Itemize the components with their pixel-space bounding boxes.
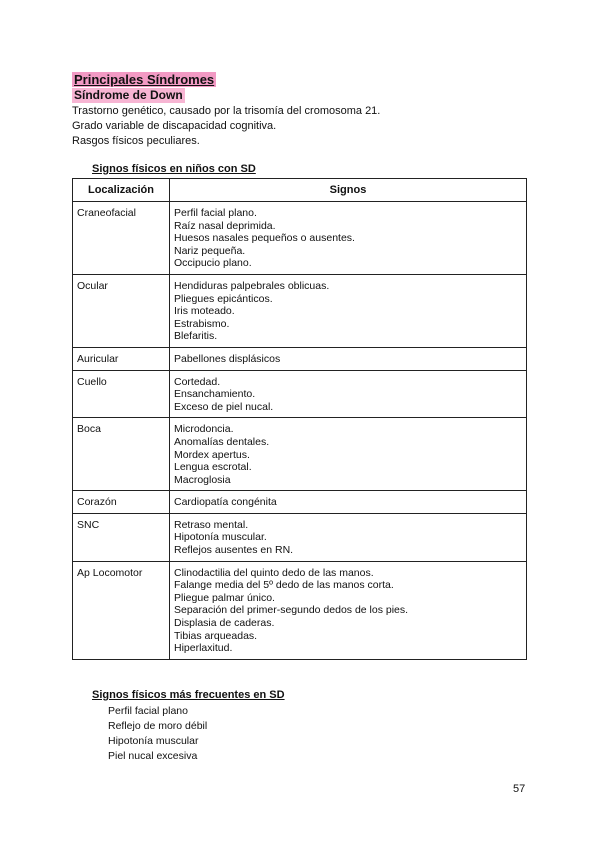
sign-item: Retraso mental. [174, 518, 249, 531]
frequent-sign-item: Hipotonía muscular [108, 735, 199, 747]
table-row [73, 347, 527, 370]
sign-item: Cardiopatía congénita [174, 496, 277, 509]
frequent-signs-caption: Signos físicos más frecuentes en SD [92, 689, 285, 701]
sign-item: Reflejos ausentes en RN. [174, 544, 294, 557]
location-cell: Corazón [73, 491, 170, 514]
sign-item: Clinodactilia del quinto dedo de las manos. [174, 566, 374, 579]
sign-item: Ensanchamiento. [174, 388, 256, 401]
table-header-row [73, 179, 527, 202]
frequent-sign-item: Reflejo de moro débil [108, 720, 208, 732]
frequent-sign-item: Perfil facial plano [108, 705, 188, 717]
signs-cell [170, 202, 527, 275]
sign-item: Iris moteado. [174, 305, 235, 318]
intro-line: Grado variable de discapacidad cognitiva. [72, 120, 277, 132]
sign-item: Displasia de caderas. [174, 617, 275, 630]
sign-item: Exceso de piel nucal. [174, 400, 274, 413]
table-caption: Signos físicos en niños con SD [92, 163, 256, 175]
table-row [73, 418, 527, 491]
signs-cell [170, 561, 527, 659]
sign-item: Blefaritis. [174, 330, 218, 343]
signs-cell [170, 513, 527, 561]
sign-item: Occipucio plano. [174, 257, 252, 270]
sign-item: Pliegue palmar único. [174, 591, 275, 604]
sign-item: Perfil facial plano. [174, 207, 257, 219]
sign-item: Pliegues epicánticos. [174, 292, 273, 305]
frequent-sign-item: Piel nucal excesiva [108, 750, 198, 762]
frequent-signs-list [108, 704, 207, 764]
sign-item: Pabellones displásicos [174, 352, 281, 365]
signs-cell [170, 491, 527, 514]
sign-item: Cortedad. [174, 375, 221, 388]
sign-item: Hipotonía muscular. [174, 531, 267, 544]
signs-cell [170, 418, 527, 491]
location-cell: Craneofacial [73, 202, 170, 275]
table-row [73, 274, 527, 347]
sign-item: Hiperlaxitud. [174, 642, 233, 655]
location-cell: Auricular [73, 347, 170, 370]
sign-item: Huesos nasales pequeños o ausentes. [174, 232, 355, 245]
signs-cell [170, 347, 527, 370]
sign-item: Anomalías dentales. [174, 435, 270, 448]
intro-line: Trastorno genético, causado por la trisomía del cromosoma 21. [72, 105, 381, 117]
location-cell: Boca [73, 418, 170, 491]
sign-item: Hendiduras palpebrales oblicuas. [174, 279, 330, 292]
signs-table [72, 178, 527, 660]
header-signs: Signos [170, 179, 527, 202]
table-body [73, 202, 527, 660]
sign-item: Estrabismo. [174, 317, 230, 330]
table-row [73, 202, 527, 275]
intro-paragraph [72, 104, 380, 149]
location-cell: Ocular [73, 274, 170, 347]
location-cell: Ap Locomotor [73, 561, 170, 659]
page-heading: Principales Síndromes [74, 72, 215, 87]
sign-item: Macroglosia [174, 473, 231, 486]
table-row [73, 491, 527, 514]
sign-item: Falange media del 5º dedo de las manos corta. [174, 579, 394, 592]
section-subheading: Síndrome de Down [74, 88, 183, 102]
sign-item: Raíz nasal deprimida. [174, 219, 276, 232]
table-row [73, 370, 527, 418]
table-row [73, 561, 527, 659]
sign-item: Microdoncia. [174, 423, 234, 436]
location-cell: Cuello [73, 370, 170, 418]
sign-item: Tibias arqueadas. [174, 629, 258, 642]
sign-item: Separación del primer-segundo dedos de los pies. [174, 604, 409, 617]
signs-cell [170, 274, 527, 347]
signs-cell [170, 370, 527, 418]
header-location: Localización [73, 179, 170, 202]
sign-item: Mordex apertus. [174, 448, 250, 461]
sign-item: Nariz pequeña. [174, 244, 246, 257]
location-cell: SNC [73, 513, 170, 561]
table-row [73, 513, 527, 561]
page-number: 57 [513, 783, 526, 795]
sign-item: Lengua escrotal. [174, 461, 252, 474]
intro-line: Rasgos físicos peculiares. [72, 135, 200, 147]
